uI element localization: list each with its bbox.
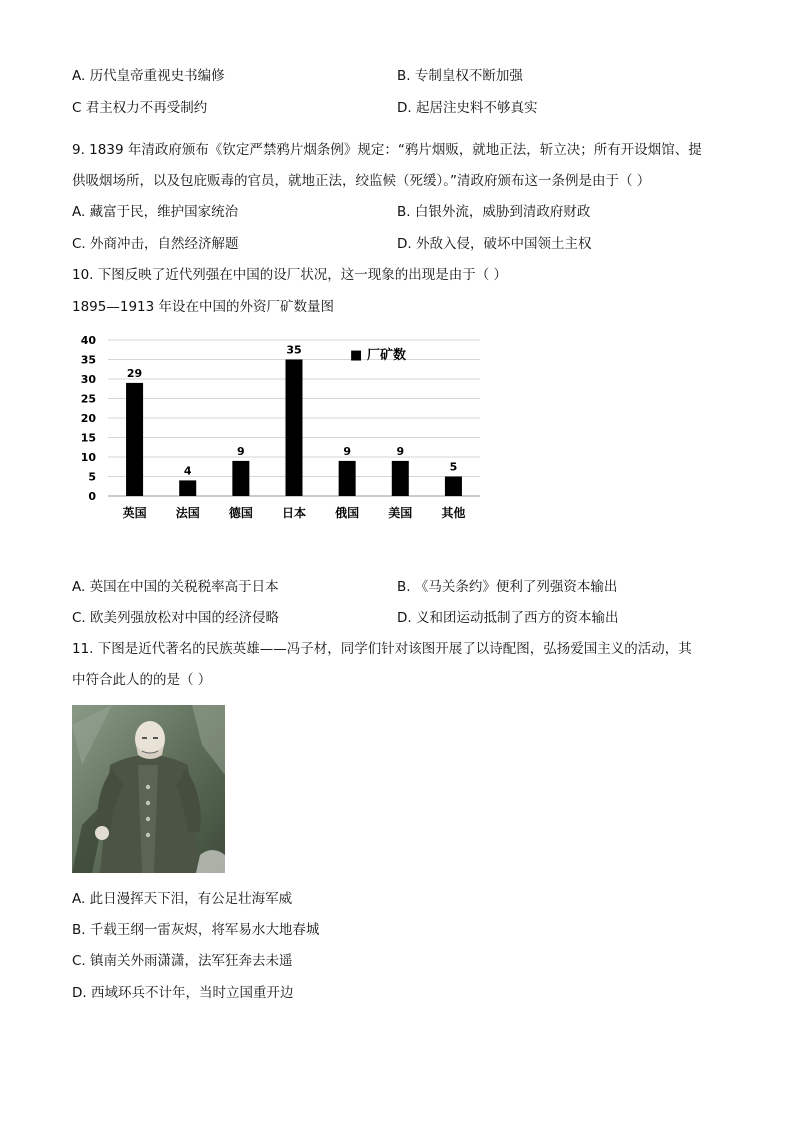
data-label: 35 xyxy=(286,343,302,357)
q9-stem-line1: 9. 1839 年清政府颁布《钦定严禁鸦片烟条例》规定：“鸦片烟贩，就地正法，斩立决；所有开设烟馆、提 xyxy=(72,142,702,158)
bar xyxy=(126,383,143,496)
x-tick-label: 美国 xyxy=(388,506,413,520)
q9-option-d: D. 外敌入侵，破坏中国领土主权 xyxy=(397,236,592,252)
q9-option-a: A. 藏富于民，维护国家统治 xyxy=(72,204,239,220)
y-tick-label: 5 xyxy=(88,470,96,484)
q11-option-c: C. 镇南关外雨潇潇，法军狂奔去未遥 xyxy=(72,953,293,969)
q9-stem-line2: 供吸烟场所，以及包庇贩毒的官员，就地正法，绞监候（死缓）。”清政府颁布这一条例是由于（ ） xyxy=(72,173,651,189)
y-tick-label: 15 xyxy=(80,431,96,445)
x-tick-label: 其他 xyxy=(441,506,466,520)
chart-x-tick-labels xyxy=(123,505,466,520)
data-label: 9 xyxy=(396,444,405,458)
data-label: 9 xyxy=(237,444,245,458)
bar xyxy=(286,360,303,497)
x-tick-label: 日本 xyxy=(281,506,307,520)
chart-legend xyxy=(350,347,406,363)
y-tick-label: 25 xyxy=(80,392,96,406)
q10-option-a: A. 英国在中国的关税税率高于日本 xyxy=(72,579,279,595)
legend-series-name: 厂矿数 xyxy=(367,348,407,363)
y-tick-label: 35 xyxy=(80,353,96,367)
portrait-illustration xyxy=(72,705,225,873)
chart-y-tick-labels xyxy=(81,334,97,503)
q10-stem: 10. 下图反映了近代列强在中国的设厂状况，这一现象的出现是由于（ ） xyxy=(72,267,508,283)
bar xyxy=(179,480,196,496)
q10-option-c: C. 欧美列强放松对中国的经济侵略 xyxy=(72,610,280,626)
y-tick-label: 20 xyxy=(80,412,96,425)
q11-option-a: A. 此日漫挥天下泪，有公足壮海军威 xyxy=(72,891,293,907)
bar xyxy=(445,477,462,497)
data-label: 29 xyxy=(126,366,143,380)
q10-option-b: B. 《马关条约》便利了列强资本输出 xyxy=(397,579,618,595)
x-tick-label: 俄国 xyxy=(335,506,360,520)
x-tick-label: 法国 xyxy=(175,506,200,520)
y-tick-label: 30 xyxy=(80,373,96,386)
x-tick-label: 英国 xyxy=(122,506,147,520)
q11-stem-line2: 中符合此人的的是（ ） xyxy=(72,672,212,688)
q8-option-a: A. 历代皇帝重视史书编修 xyxy=(72,68,225,84)
q11-option-b: B. 千载王纲一雷灰烬，将军易水大地春城 xyxy=(72,922,320,938)
factory-count-bar-chart xyxy=(80,330,488,530)
y-tick-label: 10 xyxy=(80,451,96,464)
chart-bars xyxy=(126,360,462,497)
q8-option-d: D. 起居注史料不够真实 xyxy=(397,100,538,116)
q8-option-c: C 君主权力不再受制约 xyxy=(72,100,208,116)
x-tick-label: 德国 xyxy=(228,506,253,520)
q8-option-b: B. 专制皇权不断加强 xyxy=(397,68,523,84)
data-label: 4 xyxy=(183,464,192,478)
data-label: 9 xyxy=(343,444,351,458)
bar xyxy=(232,461,249,496)
chart-caption: 1895—1913 年设在中国的外资厂矿数量图 xyxy=(72,299,335,315)
portrait-photo xyxy=(72,705,225,873)
legend-marker: ■ xyxy=(350,348,363,363)
q9-option-c: C. 外商冲击，自然经济解题 xyxy=(72,236,239,252)
q9-option-b: B. 白银外流，威胁到清政府财政 xyxy=(397,204,591,220)
q11-stem-line1: 11. 下图是近代著名的民族英雄——冯子材，同学们针对该图开展了以诗配图，弘扬爱国主义的活动，其 xyxy=(72,641,692,657)
bar xyxy=(339,461,356,496)
q10-option-d: D. 义和团运动抵制了西方的资本输出 xyxy=(397,610,619,626)
data-label: 5 xyxy=(449,460,458,474)
bar xyxy=(392,461,409,496)
q11-option-d: D. 西域环兵不计年，当时立国重开边 xyxy=(72,985,294,1001)
y-tick-label: 40 xyxy=(80,334,96,347)
y-tick-label: 0 xyxy=(88,490,96,503)
